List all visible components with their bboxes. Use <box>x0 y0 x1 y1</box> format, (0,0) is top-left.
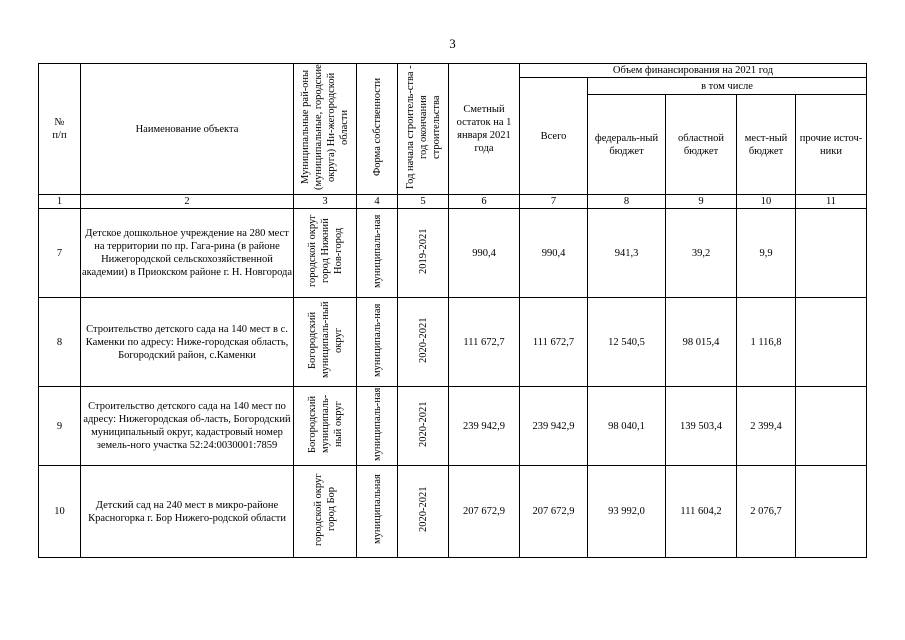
column-number: 8 <box>588 195 666 209</box>
header-federal: федераль-ный бюджет <box>588 95 666 195</box>
total-cell: 239 942,9 <box>520 387 588 466</box>
municipality-cell: городской округ город Нижний Нов-город <box>294 209 357 298</box>
other-cell <box>796 209 867 298</box>
municipality-cell: городской округ город Бор <box>294 466 357 558</box>
header-ownership: Форма собственности <box>357 64 398 195</box>
table-row <box>39 466 867 558</box>
municipality-cell: Богородский муниципаль-ный округ <box>294 298 357 387</box>
column-number: 6 <box>449 195 520 209</box>
column-number: 11 <box>796 195 867 209</box>
local-cell: 1 116,8 <box>737 298 796 387</box>
ownership-cell: муниципаль-ная <box>357 387 398 466</box>
header-financing: Объем финансирования на 2021 год <box>520 64 867 78</box>
header-including: в том числе <box>588 78 867 95</box>
header-regional: областной бюджет <box>666 95 737 195</box>
header-other: прочие источ-ники <box>796 95 867 195</box>
column-number: 10 <box>737 195 796 209</box>
years-cell: 2020-2021 <box>398 387 449 466</box>
object-name: Детский сад на 240 мест в микро-районе Красногорка г. Бор Нижего-родской области <box>81 466 294 558</box>
header-balance: Сметный остаток на 1 января 2021 года <box>449 64 520 195</box>
column-number: 7 <box>520 195 588 209</box>
federal-cell: 98 040,1 <box>588 387 666 466</box>
header-municipality: Муниципальные рай-оны (муниципальные, городские округа) Ни-жегородской области <box>294 64 357 195</box>
local-cell: 2 399,4 <box>737 387 796 466</box>
total-cell: 111 672,7 <box>520 298 588 387</box>
object-name: Детское дошкольное учреждение на 280 мест на территории по пр. Гага-рина (в районе Нижегородской сельскохозяйственной академии) в Приокском районе г. Н. Новгорода <box>81 209 294 298</box>
page-number: 3 <box>449 36 456 51</box>
balance-cell: 111 672,7 <box>449 298 520 387</box>
other-cell <box>796 466 867 558</box>
years-cell: 2020-2021 <box>398 298 449 387</box>
regional-cell: 139 503,4 <box>666 387 737 466</box>
other-cell <box>796 387 867 466</box>
column-number: 2 <box>81 195 294 209</box>
object-name: Строительство детского сада на 140 мест по адресу: Нижегородская об-ласть, Богородский муниципальный округ, кадастровый номер земель-ного участка 52:24:0030001:7859 <box>81 387 294 466</box>
object-name: Строительство детского сада на 140 мест в с. Каменки по адресу: Ниже-городская область, Богородский район, с.Каменки <box>81 298 294 387</box>
table-row <box>39 387 867 466</box>
balance-cell: 990,4 <box>449 209 520 298</box>
row-number: 8 <box>39 298 81 387</box>
column-number-row <box>39 195 867 209</box>
column-number: 4 <box>357 195 398 209</box>
other-cell <box>796 298 867 387</box>
financing-table <box>38 63 867 558</box>
local-cell: 9,9 <box>737 209 796 298</box>
column-number: 1 <box>39 195 81 209</box>
header-total: Всего <box>520 78 588 195</box>
regional-cell: 98 015,4 <box>666 298 737 387</box>
row-number: 10 <box>39 466 81 558</box>
municipality-cell: Богородский муниципаль-ный округ <box>294 387 357 466</box>
ownership-cell: муниципаль-ная <box>357 209 398 298</box>
column-number: 3 <box>294 195 357 209</box>
ownership-cell: муниципальная <box>357 466 398 558</box>
total-cell: 990,4 <box>520 209 588 298</box>
ownership-cell: муниципаль-ная <box>357 298 398 387</box>
regional-cell: 39,2 <box>666 209 737 298</box>
federal-cell: 12 540,5 <box>588 298 666 387</box>
years-cell: 2020-2021 <box>398 466 449 558</box>
header-years: Год начала строитель-ства - год окончания строительства <box>398 64 449 195</box>
years-cell: 2019-2021 <box>398 209 449 298</box>
row-number: 7 <box>39 209 81 298</box>
table-row <box>39 209 867 298</box>
local-cell: 2 076,7 <box>737 466 796 558</box>
column-number: 5 <box>398 195 449 209</box>
regional-cell: 111 604,2 <box>666 466 737 558</box>
balance-cell: 239 942,9 <box>449 387 520 466</box>
column-number: 9 <box>666 195 737 209</box>
header-local: мест-ный бюджет <box>737 95 796 195</box>
header-name: Наименование объекта <box>81 64 294 195</box>
balance-cell: 207 672,9 <box>449 466 520 558</box>
table-row <box>39 298 867 387</box>
header-num: № п/п <box>39 64 81 195</box>
federal-cell: 93 992,0 <box>588 466 666 558</box>
total-cell: 207 672,9 <box>520 466 588 558</box>
federal-cell: 941,3 <box>588 209 666 298</box>
row-number: 9 <box>39 387 81 466</box>
